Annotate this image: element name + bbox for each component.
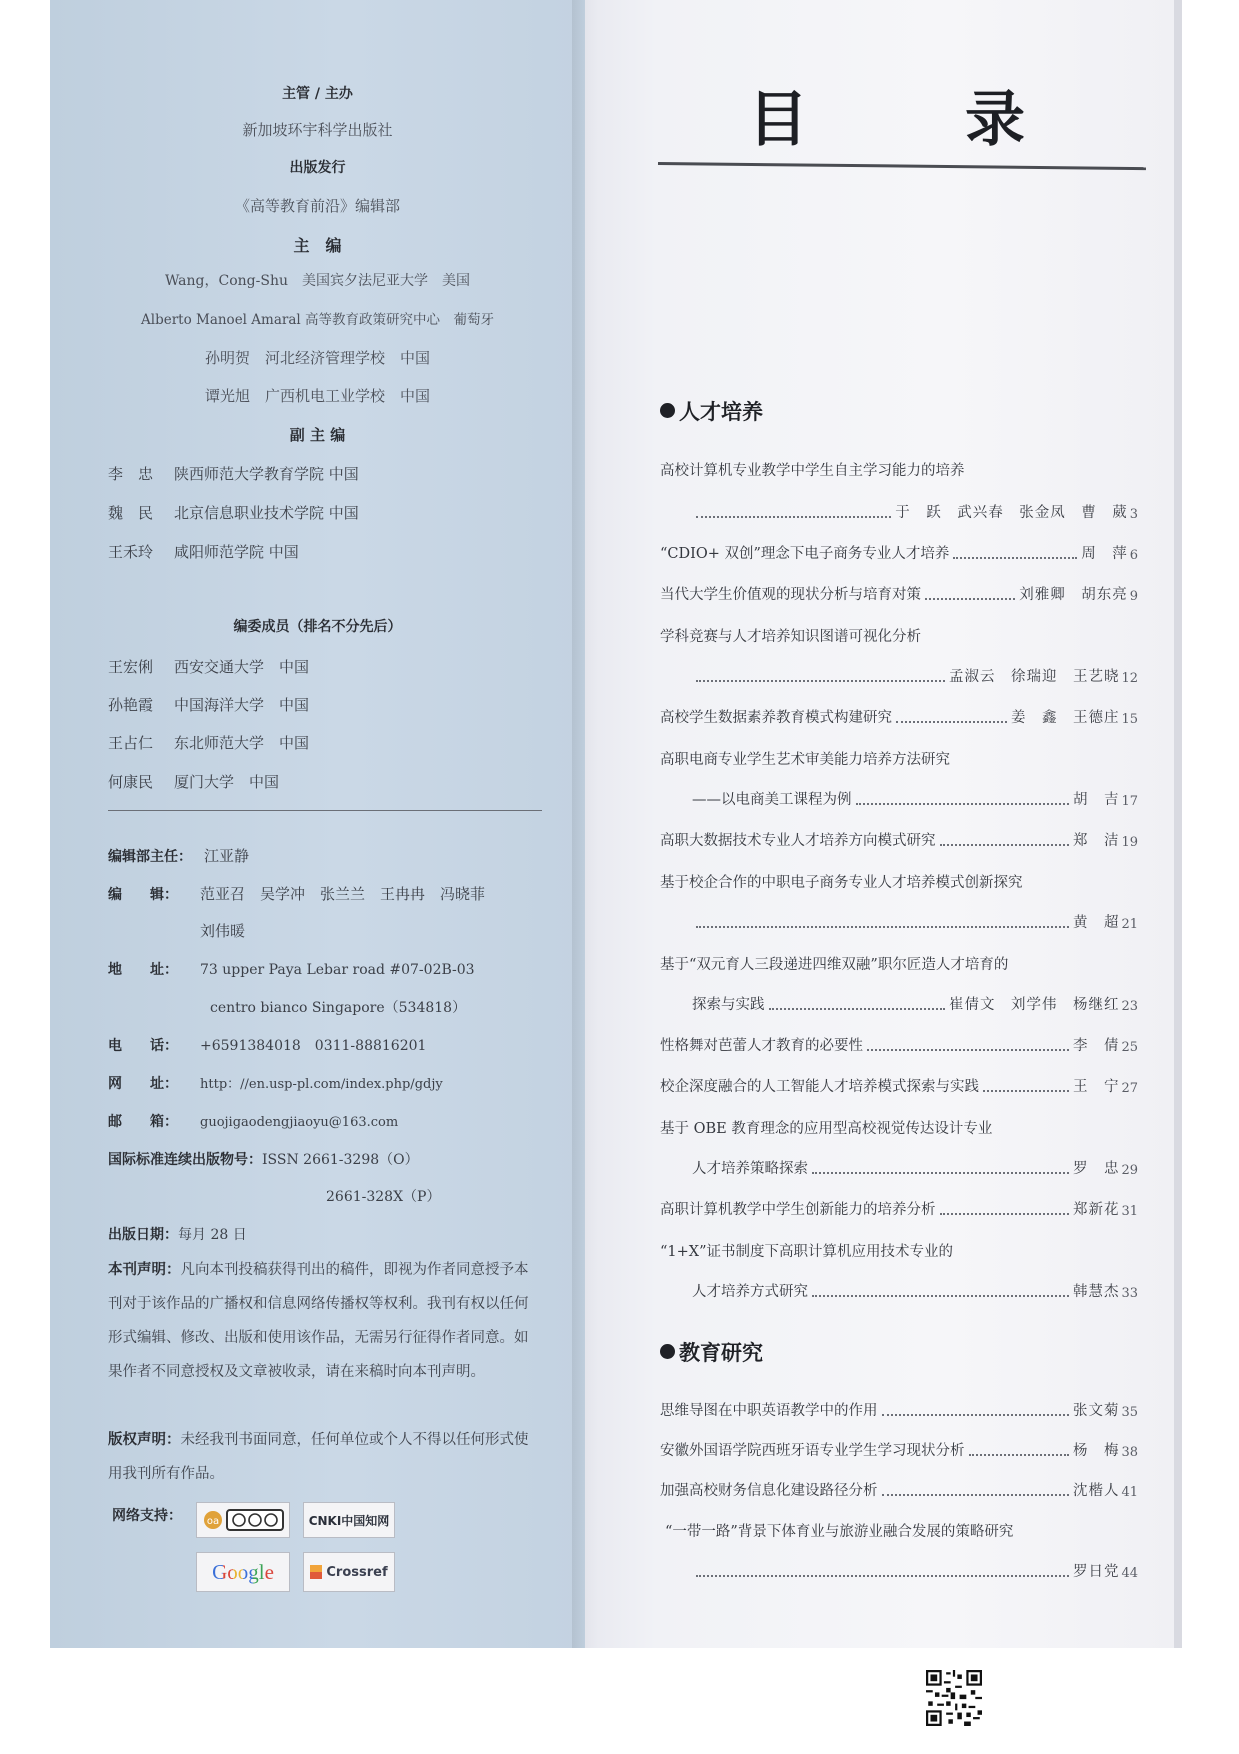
toc-entry[interactable]: 高职电商专业学生艺术审美能力培养方法研究 xyxy=(660,752,950,768)
toc-entry[interactable]: “一带一路”背景下体育业与旅游业融合发展的策略研究 xyxy=(665,1524,1014,1540)
toc-entry[interactable]: 安徽外国语学院西班牙语专业学生学习现状分析 杨 梅 38 xyxy=(660,1443,1138,1460)
toc-title-right: 录 xyxy=(965,85,1025,155)
support-label: 网络支持： xyxy=(112,1508,182,1524)
director-row: 编辑部主任： 江亚静 xyxy=(108,847,250,865)
publisher-label: 出版发行 xyxy=(289,160,346,176)
chief-editor-label: 主 编 xyxy=(293,236,342,255)
toc-entry[interactable]: 黄 超 21 xyxy=(692,912,1138,932)
board-row: 王宏俐 西安交通大学 中国 xyxy=(108,658,310,676)
cc-license-logo xyxy=(196,1502,290,1538)
toc-entry[interactable]: “CDIO+ 双创”理念下电子商务专业人才培养 周 萍 6 xyxy=(660,546,1138,563)
board-row: 孙艳霞 中国海洋大学 中国 xyxy=(108,696,310,714)
google-logo: Google xyxy=(196,1552,290,1592)
supervisor: 新加坡环宇科学出版社 xyxy=(242,121,393,139)
issn-row: 国际标准连续出版物号：ISSN 2661-3298（O） xyxy=(108,1152,419,1168)
toc-entry[interactable]: 基于“双元育人三段递进四维双融”职尔匠造人才培育的 xyxy=(660,957,1009,973)
toc-entry[interactable]: 思维导图在中职英语教学中的作用 张文菊 35 xyxy=(660,1403,1138,1420)
deputy-row: 李 忠 陕西师范大学教育学院 中国 xyxy=(108,465,359,483)
toc-entry[interactable]: 探索与实践 崔倩文 刘学伟 杨继红 23 xyxy=(692,997,1138,1014)
toc-entry[interactable]: 基于校企合作的中职电子商务专业人才培养模式创新探究 xyxy=(660,875,1023,891)
address-row: 地 址： 73 upper Paya Lebar road #07-02B-03 xyxy=(108,962,475,978)
toc-entry[interactable]: 高校计算机专业教学中学生自主学习能力的培养 xyxy=(660,463,965,479)
toc-entry[interactable]: 学科竞赛与人才培养知识图谱可视化分析 xyxy=(660,629,921,645)
toc-entry[interactable]: 当代大学生价值观的现状分析与培育对策 刘雅卿 胡东亮 9 xyxy=(660,587,1138,604)
toc-entry[interactable]: ——以电商美工课程为例 胡 吉 17 xyxy=(692,792,1138,809)
crossref-icon xyxy=(310,1565,322,1579)
toc-entry[interactable]: 高职大数据技术专业人才培养方向模式研究 郑 洁 19 xyxy=(660,833,1138,850)
toc-entry[interactable]: 罗日党 44 xyxy=(692,1561,1138,1581)
deputy-label: 副 主 编 xyxy=(289,426,346,444)
statement-paragraph: 本刊声明：凡向本刊投稿获得刊出的稿件，即视为作者同意授予本刊对于该作品的广播权和信息网络传播权等权利。我刊有权以任何形式编辑、修改、出版和使用该作品，无需另行征得作者同意。如果作者不同意授权及文章被收录，请在来稿时向本刊声明。 xyxy=(108,1262,529,1380)
editors-row: 编 辑： 范亚召 吴学冲 张兰兰 王冉冉 冯晓菲 xyxy=(108,885,486,903)
section-heading: 人才培养 xyxy=(660,396,763,426)
svg-text:oa: oa xyxy=(206,1516,220,1527)
toc-entry[interactable]: 人才培养策略探索 罗 忠 29 xyxy=(692,1161,1138,1178)
deputy-row: 魏 民 北京信息职业技术学院 中国 xyxy=(108,504,359,522)
cnki-logo: CNKI中国知网 xyxy=(303,1502,395,1538)
bullet-icon xyxy=(660,403,675,418)
address-row-cont: centro bianco Singapore（534818） xyxy=(210,1000,467,1016)
toc-entry[interactable]: 性格舞对芭蕾人才教育的必要性 李 倩 25 xyxy=(660,1038,1138,1055)
web-row: 网 址： http：//en.usp-pl.com/index.php/gdjy xyxy=(108,1076,443,1092)
crossref-logo: Crossref xyxy=(303,1552,395,1592)
toc-entry[interactable]: 高职计算机教学中学生创新能力的培养分析 郑新花 31 xyxy=(660,1202,1138,1219)
bullet-icon xyxy=(660,1344,675,1359)
board-label: 编委成员（排名不分先后） xyxy=(233,619,402,635)
phone-row: 电 话： +6591384018 0311-88816201 xyxy=(108,1038,427,1054)
chief-editor-2: Alberto Manoel Amaral 高等教育政策研究中心 葡萄牙 xyxy=(141,312,494,328)
toc-entry[interactable]: 高校学生数据素养教育模式构建研究 姜 鑫 王德庄 15 xyxy=(660,710,1138,727)
toc-entry[interactable]: 于 跃 武兴春 张金凤 曹 葳 3 xyxy=(692,502,1138,522)
chief-editor-3: 孙明贺 河北经济管理学校 中国 xyxy=(204,349,430,367)
qr-code-icon xyxy=(926,1670,982,1726)
email-row: 邮 箱： guojigaodengjiaoyu@163.com xyxy=(108,1114,399,1130)
toc-entry[interactable]: 加强高校财务信息化建设路径分析 沈楷人 41 xyxy=(660,1483,1138,1500)
divider xyxy=(108,810,542,811)
board-row: 何康民 厦门大学 中国 xyxy=(108,773,280,791)
section-heading: 教育研究 xyxy=(660,1337,763,1367)
chief-editor-4: 谭光旭 广西机电工业学校 中国 xyxy=(204,387,430,405)
toc-entry[interactable]: 校企深度融合的人工智能人才培养模式探索与实践 王 宁 27 xyxy=(660,1079,1138,1096)
toc-entry[interactable]: “1+X”证书制度下高职计算机应用技术专业的 xyxy=(660,1244,954,1260)
toc-entry[interactable]: 人才培养方式研究 韩慧杰 33 xyxy=(692,1284,1138,1301)
copyright-paragraph: 版权声明：未经我刊书面同意，任何单位或个人不得以任何形式使用我刊所有作品。 xyxy=(108,1432,529,1482)
editors-row-cont: 刘伟暖 xyxy=(200,922,246,940)
toc-title-left: 目 xyxy=(748,85,808,155)
board-row: 王占仁 东北师范大学 中国 xyxy=(108,734,310,752)
toc-entry[interactable]: 孟淑云 徐瑞迎 王艺晓 12 xyxy=(692,666,1138,686)
chief-editor-1: Wang，Cong-Shu 美国宾夕法尼亚大学 美国 xyxy=(165,273,470,289)
issn-print: 2661-328X（P） xyxy=(326,1189,441,1205)
date-row: 出版日期：每月 28 日 xyxy=(108,1227,247,1243)
toc-entry[interactable]: 基于 OBE 教育理念的应用型高校视觉传达设计专业 xyxy=(660,1121,993,1137)
supervisor-label: 主管 / 主办 xyxy=(282,86,353,102)
publisher: 《高等教育前沿》编辑部 xyxy=(234,197,400,215)
deputy-row: 王禾玲 咸阳师范学院 中国 xyxy=(108,543,299,561)
